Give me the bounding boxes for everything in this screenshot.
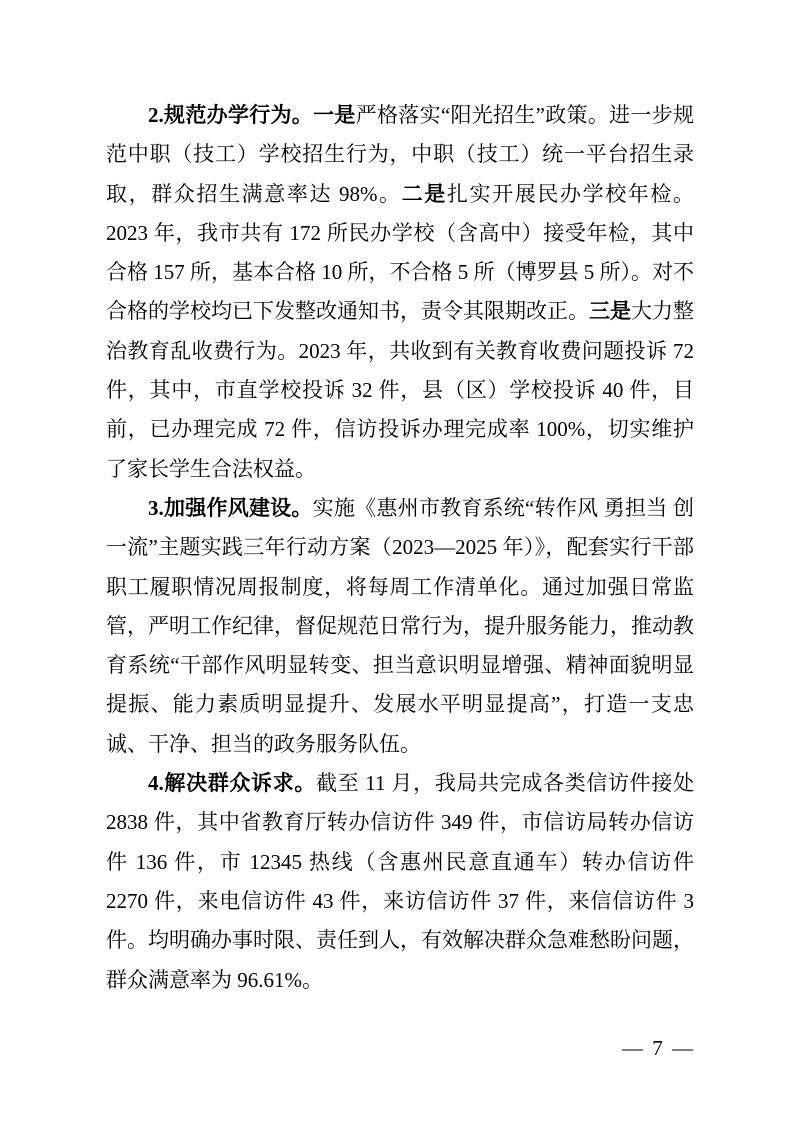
run-erishi: 二是 bbox=[401, 181, 447, 206]
run-sanshi: 三是 bbox=[589, 299, 631, 324]
run-heading-3: 3.加强作风建设。 bbox=[148, 495, 313, 520]
run-heading-2: 2.规范办学行为。一是 bbox=[148, 103, 356, 127]
text-run: 截至 11 月，我局共完成各类信访件接处 2838 件，其中省教育厅转办信访件 349 件，市信访局转办信访件 136 件，市 12345 热线（含惠州民意直通车）转办信访件 2270 件，来电信访件 43 件，来访信访件 37 件，来信信访件 3 件。均明确办事时限、责任到人，有效解决群众急难愁盼问题，群众满意率为 96.61%。 bbox=[106, 771, 694, 992]
run-heading-4: 4.解决群众诉求。 bbox=[148, 771, 317, 796]
text-run: 大力整治教育乱收费行为。2023 年，共收到有关教育收费问题投诉 72 件，其中，市直学校投诉 32 件，县（区）学校投诉 40 件，目前，已办理完成 72 件，信访投诉办理完成率 100%，切实维护了家长学生合法权益。 bbox=[106, 299, 694, 481]
text-run: 严格落实“阳光招生”政策。进一步规范中职（技工）学校招生行为，中职（技工）统一平台招生录取，群众招生满意率达 98%。 bbox=[106, 103, 695, 206]
page-number: — 7 — bbox=[622, 1036, 695, 1060]
paragraph-resolve-public-demands bbox=[106, 764, 694, 1000]
document-body bbox=[106, 96, 694, 1000]
text-run: 实施《惠州市教育系统“转作风 勇担当 创一流”主题实践三年行动方案（2023—2025 年）》，配套实行干部职工履职情况周报制度，将每周工作清单化。通过加强日常监管，严明工作纪律，督促规范日常行为，提升服务能力，推动教育系统“干部作风明显转变、担当意识明显增强、精神面貌明显提振、能力素质明显提升、发展水平明显提高”，打造一支忠诚、干净、担当的政务服务队伍。 bbox=[106, 495, 694, 756]
text-run: 扎实开展民办学校年检。2023 年，我市共有 172 所民办学校（含高中）接受年检，其中合格 157 所，基本合格 10 所，不合格 5 所（博罗县 5 所）。对不合格的学校均已下发整改通知书，责令其限期改正。 bbox=[106, 181, 695, 324]
paragraph-standardize-school-running bbox=[106, 96, 694, 489]
paragraph-strengthen-work-style bbox=[106, 489, 694, 764]
